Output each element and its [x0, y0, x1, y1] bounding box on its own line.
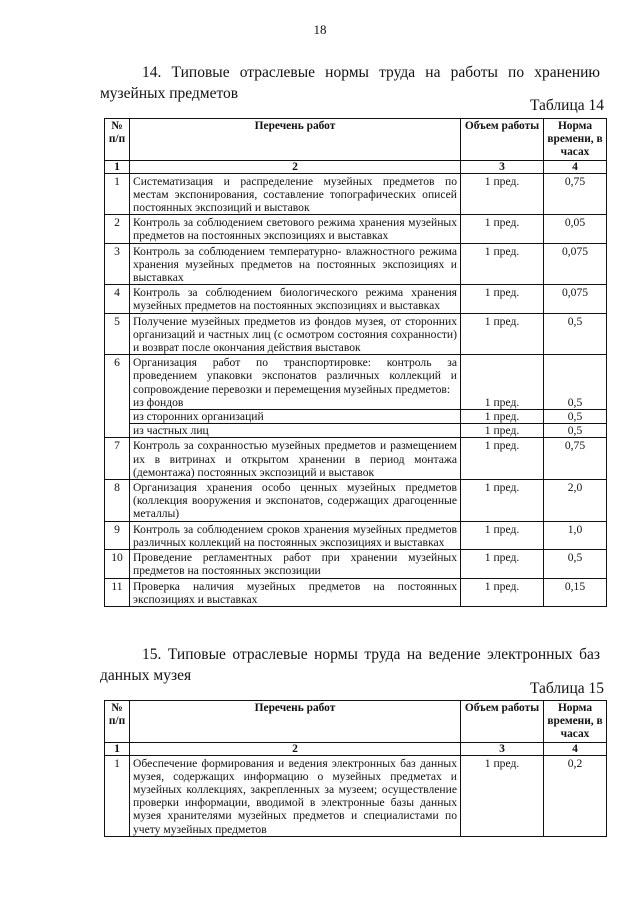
row-work: Систематизация и распределение музейных предметов по местам экспонирования, составление топографических описей постоянных экспозиций и выставок	[130, 173, 461, 215]
row-work: Организация хранения особо ценных музейных предметов (коллекция вооружения и экспонатов, содержащих драгоценные металлы)	[130, 480, 461, 522]
column-number: 1	[105, 742, 130, 755]
header-work: Перечень работ	[130, 119, 461, 161]
row-volume: 1 пред.	[461, 410, 544, 424]
row-norm: 0,075	[544, 285, 607, 313]
row-norm: 0,2	[544, 755, 607, 836]
header-volume: Объем работы	[461, 119, 544, 161]
table-row	[105, 578, 607, 606]
column-number: 4	[544, 160, 607, 173]
row-work	[130, 355, 461, 410]
table-row	[105, 173, 607, 215]
row-work: Контроль за соблюдением температурно- влажностного режима хранения музейных предметов на постоянных экспозициях и выставках	[130, 243, 461, 285]
header-volume: Объем работы	[461, 701, 544, 743]
row-number: 8	[105, 480, 130, 522]
table-14	[104, 118, 607, 607]
table-row	[105, 355, 607, 410]
page-number: 18	[313, 22, 327, 37]
row-work: Контроль за соблюдением биологического режима хранения музейных предметов на постоянных экспозициях и выставках	[130, 285, 461, 313]
row-number: 11	[105, 578, 130, 606]
table-15	[104, 700, 607, 837]
row-volume: 1 пред.	[461, 480, 544, 522]
row-number: 9	[105, 521, 130, 549]
table-row	[105, 521, 607, 549]
row-volume: 1 пред.	[461, 438, 544, 480]
header-num: № п/п	[105, 701, 130, 743]
table-row	[105, 313, 607, 355]
row-norm: 2,0	[544, 480, 607, 522]
row-work: Получение музейных предметов из фондов музея, от сторонних организаций и частных лиц (с осмотром состояния сохранности) и возврат после окончания действия выставок	[130, 313, 461, 355]
table-row	[105, 755, 607, 836]
row-norm: 0,05	[544, 215, 607, 243]
table-14-header-row	[105, 119, 607, 161]
column-number: 1	[105, 160, 130, 173]
column-number: 3	[461, 742, 544, 755]
row-work-main: Организация работ по транспортировке: контроль за проведением упаковки экспонатов различных коллекций и сопровождение перевозки и перемещения музейных предметов:	[133, 356, 457, 396]
table-15-header-row	[105, 701, 607, 743]
row-norm: 0,5	[544, 355, 607, 410]
row-work: Обеспечение формирования и ведения электронных баз данных музея, содержащих информацию о музейных предметах и музейных коллекциях, закрепленных за музеем; осуществление проверки информации, вводимой в электронные базы данных музея хранителями музейных предметов и специалистами по учету музейных предметов	[130, 755, 461, 836]
row-volume: 1 пред.	[461, 355, 544, 410]
row-number: 2	[105, 215, 130, 243]
row-number: 6	[105, 355, 130, 438]
table-row	[105, 243, 607, 285]
row-norm: 0,5	[544, 410, 607, 424]
table-row	[105, 480, 607, 522]
column-number-row	[105, 742, 607, 755]
header-work: Перечень работ	[130, 701, 461, 743]
table-row	[105, 285, 607, 313]
table-14-label: Таблица 14	[529, 97, 604, 114]
row-norm: 0,75	[544, 173, 607, 215]
row-work-sub: из фондов	[133, 395, 184, 409]
row-volume: 1 пред.	[461, 550, 544, 578]
row-volume: 1 пред.	[461, 243, 544, 285]
column-number: 3	[461, 160, 544, 173]
row-norm: 0,5	[544, 424, 607, 438]
row-volume: 1 пред.	[461, 173, 544, 215]
row-number: 10	[105, 550, 130, 578]
row-norm: 0,75	[544, 438, 607, 480]
row-volume: 1 пред.	[461, 578, 544, 606]
table-row	[105, 550, 607, 578]
row-volume: 1 пред.	[461, 755, 544, 836]
table-row	[105, 215, 607, 243]
row-work: Проверка наличия музейных предметов на постоянных экспозициях и выставках	[130, 578, 461, 606]
header-norm: Норма времени, в часах	[544, 701, 607, 743]
column-number: 2	[130, 742, 461, 755]
row-norm: 0,075	[544, 243, 607, 285]
column-number: 2	[130, 160, 461, 173]
row-norm: 1,0	[544, 521, 607, 549]
row-work: Контроль за соблюдением сроков хранения музейных предметов различных коллекций на постоянных экспозициях и выставках	[130, 521, 461, 549]
row-number: 1	[105, 173, 130, 215]
row-norm: 0,15	[544, 578, 607, 606]
row-volume: 1 пред.	[461, 424, 544, 438]
section-15-title: 15. Типовые отраслевые нормы труда на ведение электронных баз данных музея	[100, 646, 600, 684]
row-volume: 1 пред.	[461, 521, 544, 549]
row-norm: 0,5	[544, 550, 607, 578]
row-number: 3	[105, 243, 130, 285]
row-work: Контроль за соблюдением светового режима хранения музейных предметов на постоянных экспозициях и выставках	[130, 215, 461, 243]
row-work: Контроль за сохранностью музейных предметов и размещением их в витринах и открытом хранении в период монтажа (демонтажа) постоянных экспозиций и выставок	[130, 438, 461, 480]
row-volume: 1 пред.	[461, 285, 544, 313]
row-number: 5	[105, 313, 130, 355]
row-work-sub: из сторонних организаций	[130, 410, 461, 424]
table-row	[105, 438, 607, 480]
table-subrow	[105, 424, 607, 438]
row-number: 7	[105, 438, 130, 480]
header-norm: Норма времени, в часах	[544, 119, 607, 161]
row-norm: 0,5	[544, 313, 607, 355]
row-work: Проведение регламентных работ при хранении музейных предметов на постоянных экспозиции	[130, 550, 461, 578]
column-number: 4	[544, 742, 607, 755]
section-14-title: 14. Типовые отраслевые нормы труда на работы по хранению музейных предметов	[100, 64, 600, 102]
row-number: 1	[105, 755, 130, 836]
row-volume: 1 пред.	[461, 215, 544, 243]
row-number: 4	[105, 285, 130, 313]
row-volume: 1 пред.	[461, 313, 544, 355]
column-number-row	[105, 160, 607, 173]
table-subrow	[105, 410, 607, 424]
header-num: № п/п	[105, 119, 130, 161]
table-15-label: Таблица 15	[529, 680, 604, 697]
row-work-sub: из частных лиц	[130, 424, 461, 438]
